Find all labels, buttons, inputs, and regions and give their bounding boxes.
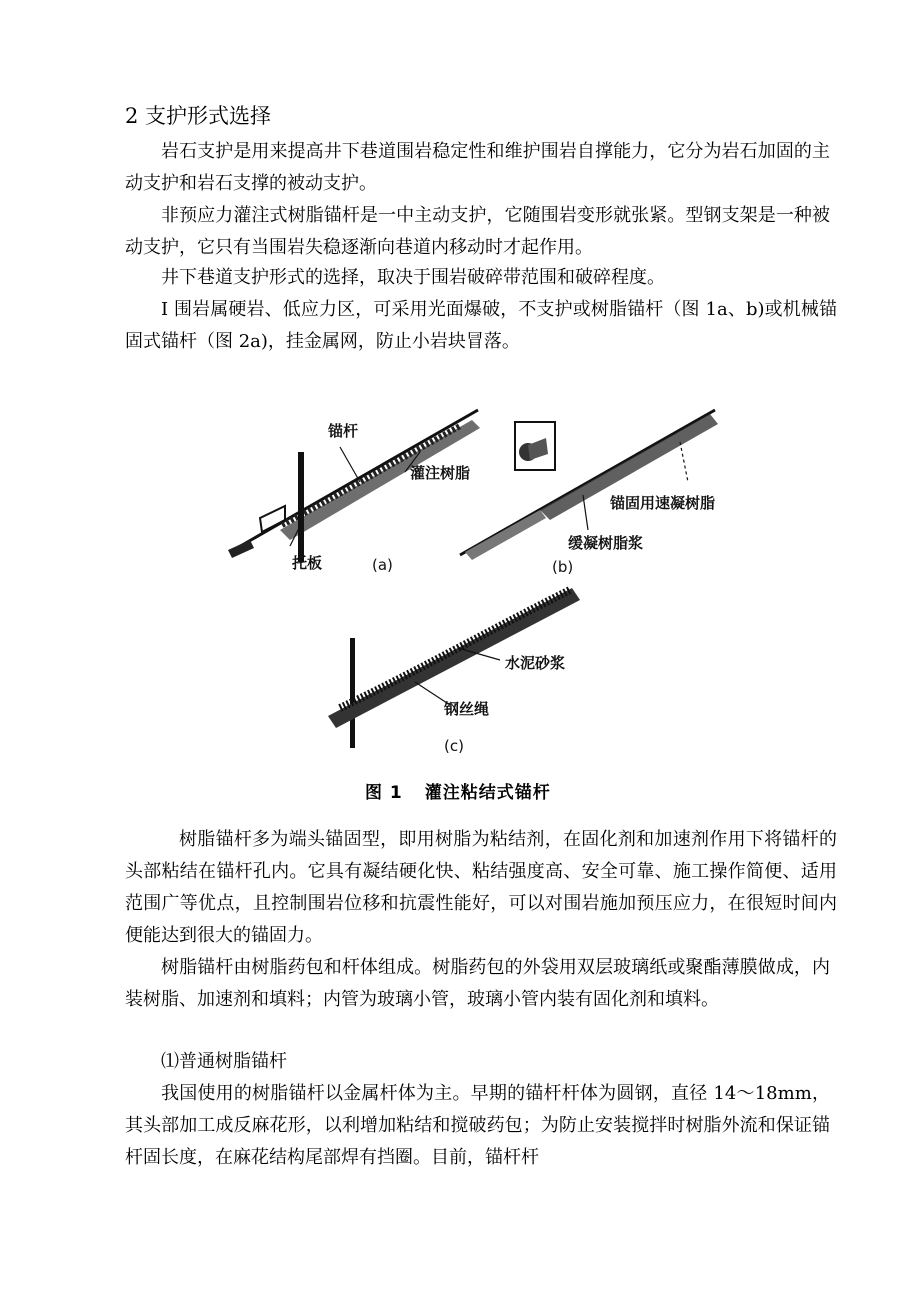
- label-cement-mortar: 水泥砂浆: [505, 654, 566, 672]
- paragraph-selection: 井下巷道支护形式的选择，取决于围岩破碎带范围和破碎程度。: [161, 267, 665, 288]
- figure-grouted-bolts: [210, 390, 770, 810]
- figure-drawing: [210, 390, 770, 810]
- label-fig-c: (c): [444, 737, 464, 755]
- paragraph-bolt-body: 我国使用的树脂锚杆以金属杆体为主。早期的锚杆杆体为圆钢，直径 14～18mm，其头部加工成反麻花形，以利增加粘结和搅破药包；为防止安装搅拌时树脂外流和保证锚杆固长度，在麻花结构尾部焊有挡圈。目前，锚杆杆: [125, 1083, 830, 1168]
- paragraph-hard-rock: I 围岩属硬岩、低应力区，可采用光面爆破，不支护或树脂锚杆（图 1a、b)或机械锚固式锚杆（图 2a)，挂金属网，防止小岩块冒落。: [125, 299, 837, 352]
- figure-caption-title: 灌注粘结式锚杆: [424, 783, 551, 803]
- section-heading: 2 支护形式选择: [125, 104, 272, 128]
- paragraph-support-types: 岩石支护是用来提高井下巷道围岩稳定性和维护围岩自撑能力，它分为岩石加固的主动支护和岩石支撑的被动支护。: [125, 141, 830, 194]
- label-fig-a: (a): [372, 556, 393, 574]
- paragraph-resin-bolt-features: 树脂锚杆多为端头锚固型，即用树脂为粘结剂，在固化剂和加速剂作用下将锚杆的头部粘结在锚杆孔内。它具有凝结硬化快、粘结强度高、安全可靠、施工操作简便、适用范围广等优点，且控制围岩位移和抗震性能好，可以对围岩施加预压应力，在很短时间内便能达到很大的锚固力。: [125, 829, 837, 946]
- label-wire-rope: 钢丝绳: [444, 700, 490, 718]
- label-fast-setting-resin: 锚固用速凝树脂: [610, 494, 716, 512]
- paragraph-prestress-bolt: 非预应力灌注式树脂锚杆是一中主动支护，它随围岩变形就张紧。型钢支架是一种被动支护，它只有当围岩失稳逐渐向巷道内移动时才起作用。: [125, 205, 830, 258]
- figure-caption-number: 图 1: [365, 783, 403, 803]
- label-grouted-resin: 灌注树脂: [410, 464, 471, 482]
- label-fig-b: (b): [552, 558, 574, 576]
- subheading-ordinary-resin-bolt: ⑴普通树脂锚杆: [161, 1051, 287, 1072]
- label-bolt: 锚杆: [328, 422, 359, 440]
- label-slow-setting-resin: 缓凝树脂浆: [568, 534, 644, 552]
- paragraph-resin-capsule: 树脂锚杆由树脂药包和杆体组成。树脂药包的外袋用双层玻璃纸或聚酯薄膜做成，内装树脂、加速剂和填料；内管为玻璃小管，玻璃小管内装有固化剂和填料。: [125, 957, 830, 1010]
- label-bearing-plate: 托板: [292, 554, 323, 572]
- figure-caption: [365, 778, 551, 803]
